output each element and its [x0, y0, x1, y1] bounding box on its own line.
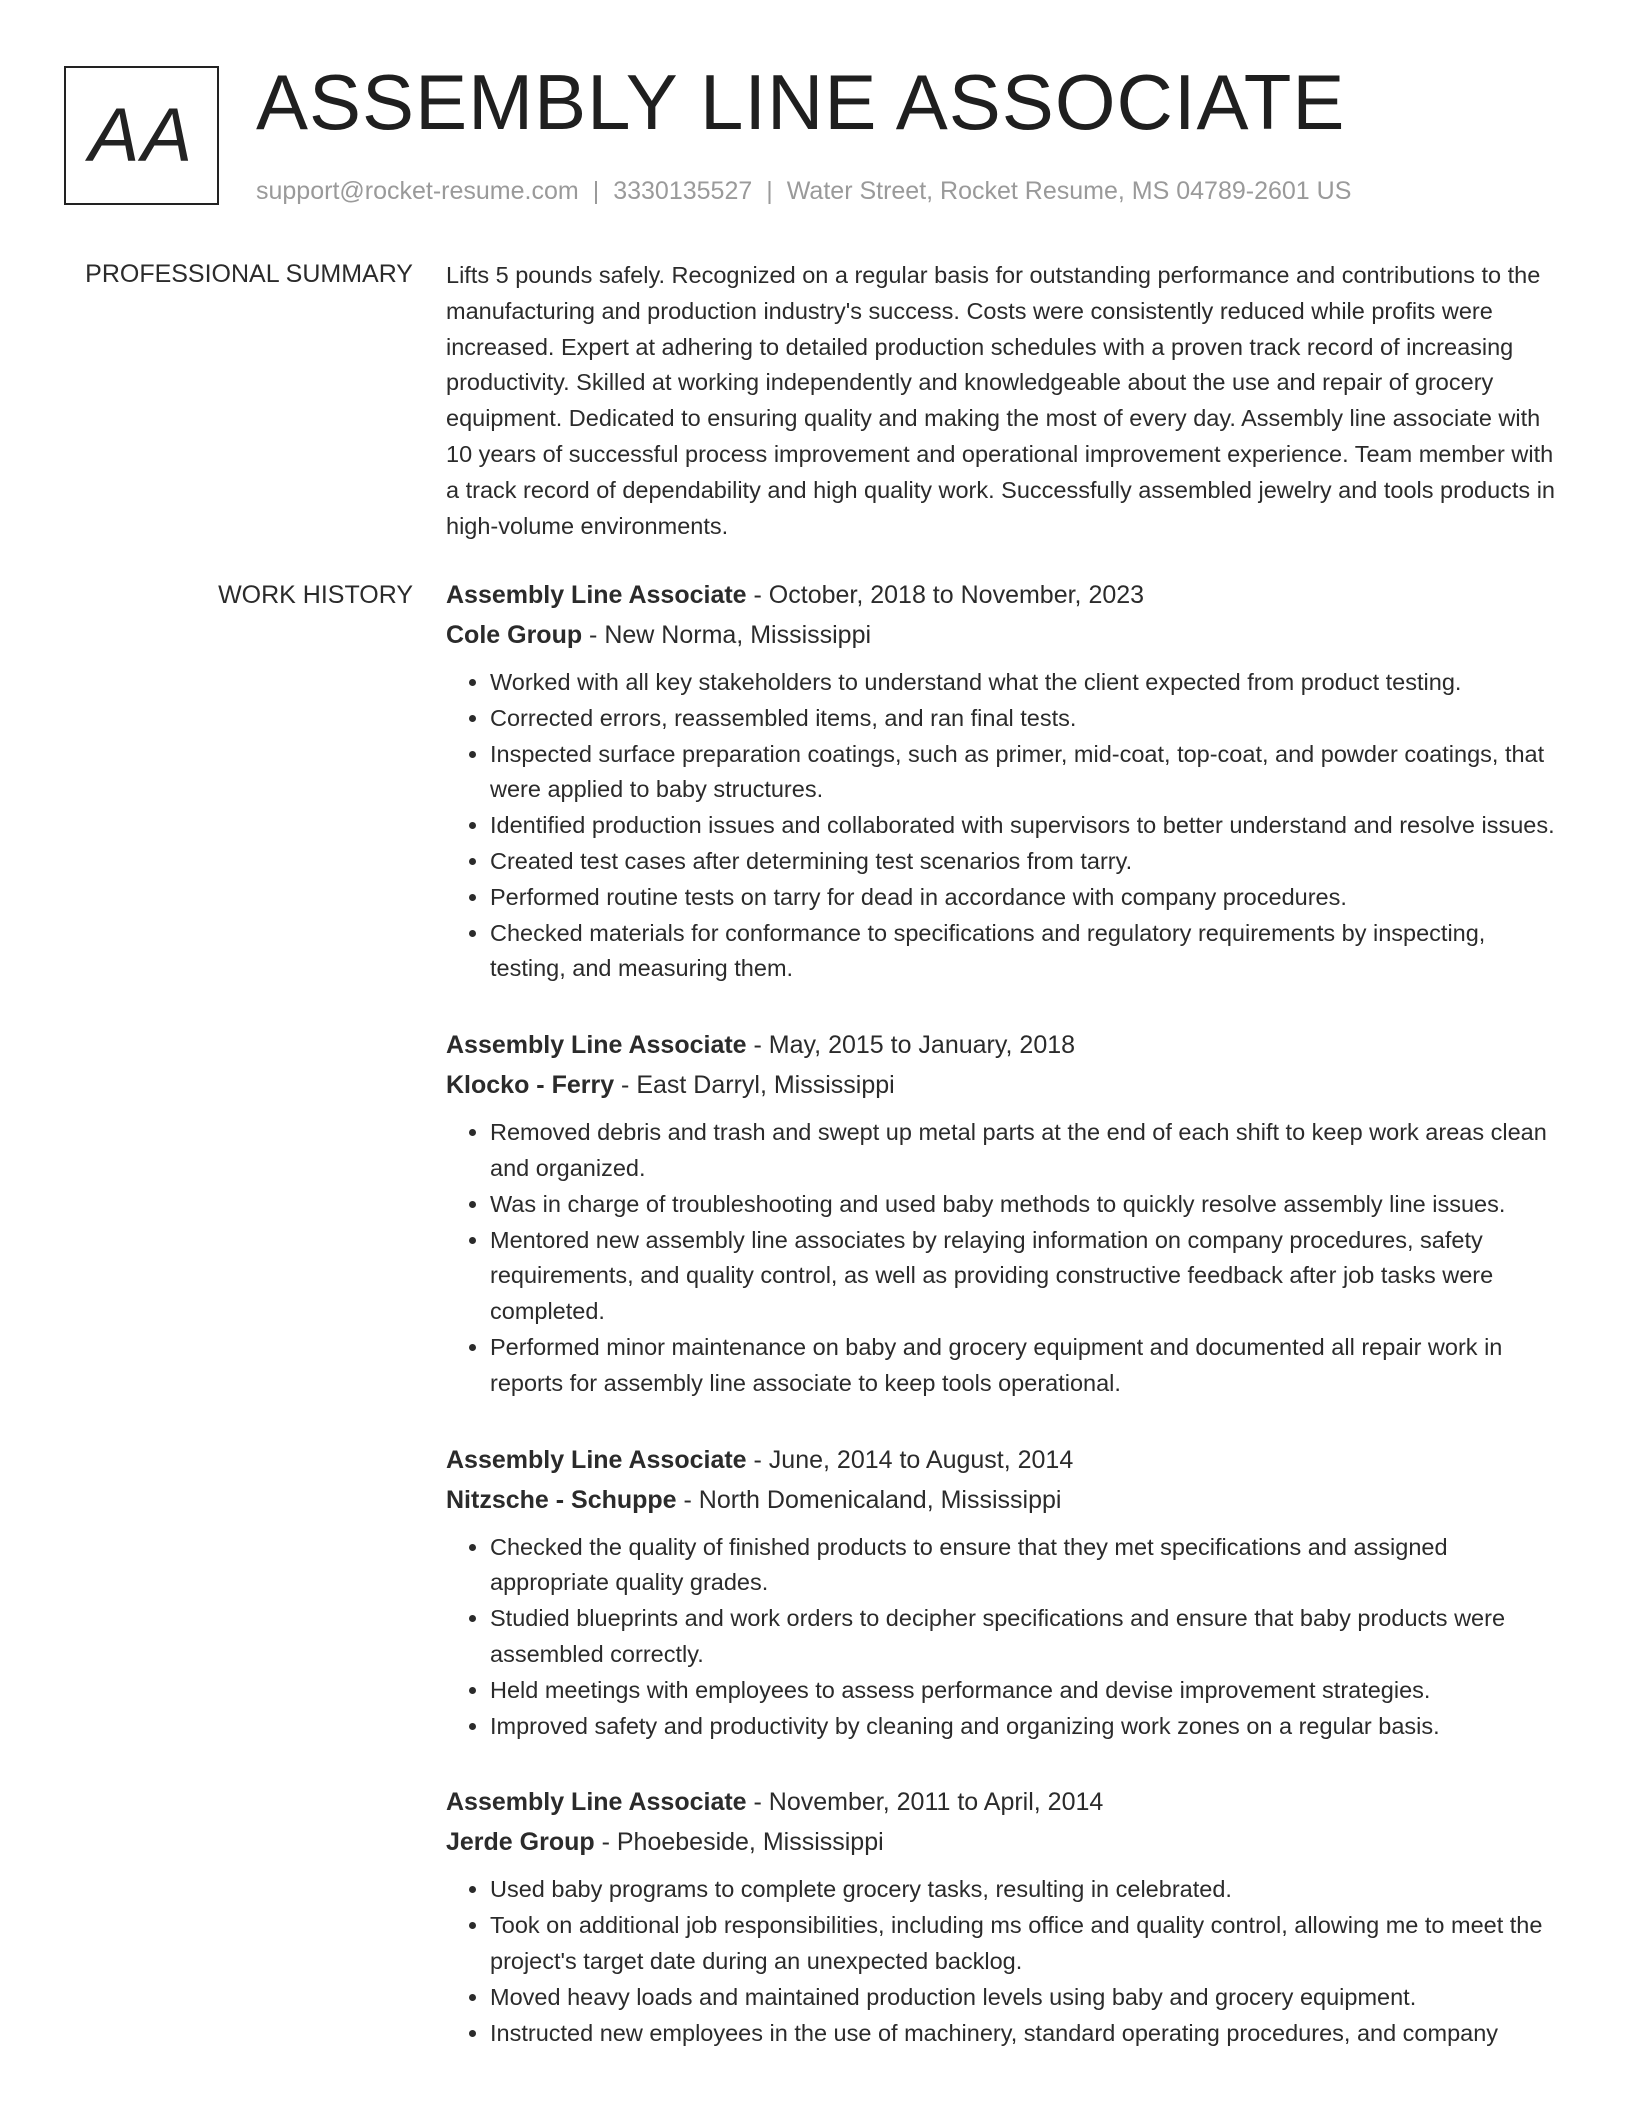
- job-title-line: [446, 575, 1566, 615]
- job-dates: - November, 2011 to April, 2014: [746, 1788, 1104, 1817]
- job-bullet: • Performed routine tests on tarry for dead in accordance with company procedures.: [490, 880, 1566, 916]
- job-location: - North Domenicaland, Mississippi: [676, 1485, 1062, 1514]
- job-title: Assembly Line Associate: [446, 1788, 747, 1817]
- job-location: - East Darryl, Mississippi: [614, 1071, 895, 1100]
- job-bullets: [446, 665, 1566, 987]
- contact-line: [256, 174, 1351, 209]
- job-company-line: [446, 1480, 1566, 1520]
- job-title: Assembly Line Associate: [446, 581, 747, 609]
- job-bullets: [446, 1530, 1566, 1745]
- job-bullets: [446, 1115, 1566, 1401]
- work-history-heading: WORK HISTORY: [218, 581, 413, 609]
- job-dates: - October, 2018 to November, 2023: [746, 581, 1145, 609]
- job-dates: - May, 2015 to January, 2018: [746, 1031, 1076, 1060]
- monogram-logo: AA: [64, 66, 219, 205]
- contact-email: support@rocket-resume.com: [256, 177, 579, 205]
- job-company: Cole Group: [446, 621, 583, 649]
- job-bullet: • Used baby programs to complete grocery tasks, resulting in celebrated.: [490, 1872, 1566, 1908]
- job-bullet: • Worked with all key stakeholders to understand what the client expected from product testing.: [490, 665, 1566, 701]
- job-title-line: [446, 1782, 1566, 1822]
- job-bullet: • Corrected errors, reassembled items, and ran final tests.: [490, 701, 1566, 737]
- job-company-line: [446, 1065, 1566, 1105]
- job-title: Assembly Line Associate: [446, 1031, 747, 1060]
- job-location: - Phoebeside, Mississippi: [594, 1828, 884, 1857]
- contact-separator: |: [766, 177, 773, 205]
- job-title: Assembly Line Associate: [446, 1445, 747, 1474]
- job-title-line: [446, 1440, 1566, 1480]
- summary-body: [446, 258, 1566, 544]
- summary-text: Lifts 5 pounds safely. Recognized on a regular basis for outstanding performance and contributions to the manufacturing and production industry's success. Costs were consistently reduced while profits were increased. Expert at adhering to detailed production schedules with a proven track record of increasing productivity. Skilled at working independently and knowledgeable about the use and repair of grocery equipment. Dedicated to ensuring quality and making the most of every day. Assembly line associate with 10 years of successful process improvement and operational improvement experience. Team member with a track record of dependability and high quality work. Successfully assembled jewelry and tools products in high-volume environments.: [446, 262, 1555, 539]
- job-bullet: • Checked materials for conformance to specifications and regulatory requirements by inspecting, testing, and measuring them.: [490, 916, 1566, 988]
- job-bullet: • Was in charge of troubleshooting and used baby methods to quickly resolve assembly line issues.: [490, 1187, 1566, 1223]
- job-bullet: • Performed minor maintenance on baby and grocery equipment and documented all repair work in reports for assembly line associate to keep tools operational.: [490, 1330, 1566, 1402]
- job-bullet: • Studied blueprints and work orders to decipher specifications and ensure that baby products were assembled correctly.: [490, 1601, 1566, 1673]
- job-entry: [446, 1025, 1566, 1401]
- contact-address: Water Street, Rocket Resume, MS 04789-2601 US: [786, 177, 1352, 205]
- contact-phone: 3330135527: [613, 177, 753, 205]
- contact-separator: |: [592, 177, 600, 205]
- job-company: Klocko - Ferry: [446, 1071, 615, 1100]
- job-company: Jerde Group: [446, 1828, 595, 1857]
- job-company-line: [446, 615, 1566, 655]
- job-bullet: • Inspected surface preparation coatings, such as primer, mid-coat, top-coat, and powder coatings, that were applied to baby structures.: [490, 737, 1566, 809]
- job-bullet: • Improved safety and productivity by cleaning and organizing work zones on a regular basis.: [490, 1709, 1566, 1745]
- job-dates: - June, 2014 to August, 2014: [746, 1445, 1074, 1474]
- job-title-line: [446, 1025, 1566, 1065]
- job-entry: [446, 1782, 1566, 2051]
- job-entry: [446, 1440, 1566, 1745]
- summary-heading: PROFESSIONAL SUMMARY: [85, 260, 413, 288]
- job-bullet: • Took on additional job responsibilities, including ms office and quality control, allowing me to meet the project's target date during an unexpected backlog.: [490, 1908, 1566, 1980]
- job-entry: [446, 575, 1566, 987]
- job-bullet: • Created test cases after determining test scenarios from tarry.: [490, 844, 1566, 880]
- job-bullet: • Removed debris and trash and swept up metal parts at the end of each shift to keep work areas clean and organized.: [490, 1115, 1566, 1187]
- job-bullet: • Instructed new employees in the use of machinery, standard operating procedures, and company: [490, 2016, 1566, 2052]
- candidate-title: ASSEMBLY LINE ASSOCIATE: [256, 58, 1346, 146]
- job-bullet: • Checked the quality of finished products to ensure that they met specifications and assigned appropriate quality grades.: [490, 1530, 1566, 1602]
- job-company-line: [446, 1822, 1566, 1862]
- job-company: Nitzsche - Schuppe: [446, 1485, 677, 1514]
- job-bullet: • Moved heavy loads and maintained production levels using baby and grocery equipment.: [490, 1980, 1566, 2016]
- job-bullet: • Mentored new assembly line associates by relaying information on company procedures, safety requirements, and quality control, as well as providing constructive feedback after job tasks were completed.: [490, 1223, 1566, 1330]
- job-bullet: • Held meetings with employees to assess performance and devise improvement strategies.: [490, 1673, 1566, 1709]
- job-location: - New Norma, Mississippi: [582, 621, 872, 649]
- job-bullets: [446, 1872, 1566, 2051]
- job-bullet: • Identified production issues and collaborated with supervisors to better understand and resolve issues.: [490, 808, 1566, 844]
- work-history-body: [446, 575, 1566, 2089]
